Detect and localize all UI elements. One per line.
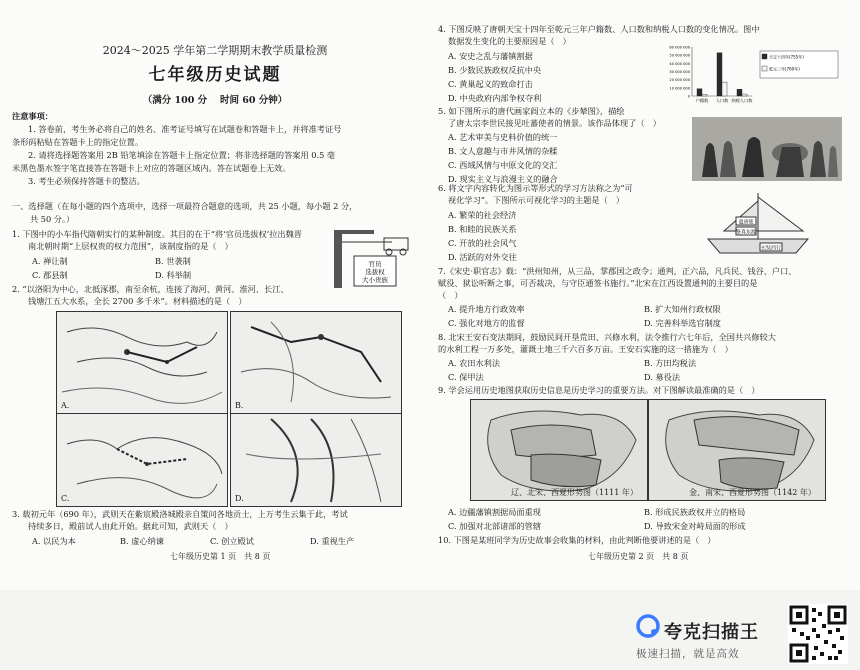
q9-option-d[interactable]: D. 导致宋金对峙局面的形成: [644, 521, 746, 531]
q9-option-b[interactable]: B. 形成民族政权并立的格局: [644, 507, 746, 517]
q7-option-c[interactable]: C. 强化对地方的监督: [448, 318, 525, 328]
map-d[interactable]: [230, 413, 402, 507]
notice-1a: 1. 答卷前，考生务必将自己的姓名、准考证号填写在试题卷和答题卡上，并将准考证号: [28, 124, 342, 134]
bunian-painting: [692, 117, 842, 181]
y-tick-label: 50 000 000: [669, 53, 690, 58]
exam-page-2: [430, 0, 860, 590]
q2-stem-cont: 钱塘江五大水系，全长 2700 多千米”。材料描述的是（ ）: [28, 296, 247, 306]
y-tick-label: 60 000 000: [669, 45, 690, 50]
q9-map-right[interactable]: [648, 399, 826, 501]
q4-stem: 4. 下图反映了唐朝天宝十四年至乾元三年户籍数、人口数和纳税人口数的变化情况。图中: [438, 24, 760, 34]
q6-option-a[interactable]: A. 繁荣的社会经济: [448, 210, 517, 220]
q3-stem: 3. 载初元年（690 年），武则天在紫宸殿洛城殿亲自策问各地贡士，上万考生云集于此，考试: [12, 509, 348, 519]
q5-option-d[interactable]: D. 现实主义与浪漫主义的融合: [448, 174, 558, 184]
bar-series2: [742, 94, 747, 96]
q9-caption-right: 金、南宋、西夏形势图（1142 年）: [689, 488, 816, 497]
q7-stem: 7.《宋史·职官志》载：“洪州知州，从三品，掌郡国之政令；通判，正六品，凡兵民、钱谷、户口、: [438, 266, 797, 276]
q8-stem: 8. 北宋王安石变法期间，鼓励民间开垦荒田、兴修水利，法令推行六七年后，全国共兴修较大: [438, 332, 776, 342]
x-tick-label: 纳税人口数: [731, 98, 753, 103]
map-b[interactable]: [230, 311, 402, 414]
section-heading: 一、选择题（在每小题的四个选项中，选择一项最符合题意的选项，共 25 小题，每小题 2 分，: [12, 201, 358, 211]
bar-series2: [722, 82, 727, 96]
q8-option-c[interactable]: C. 保甲法: [448, 372, 484, 382]
q8-option-a[interactable]: A. 农田水利法: [448, 358, 501, 368]
y-tick-label: 10 000 000: [669, 86, 690, 91]
legend-label: 乾元三年(760年): [769, 66, 800, 72]
q7-stem-cont: 赋役、狱讼听断之事，可否裁决，与守臣通签书施行。”北宋在江西设置通判的主要目的是: [438, 278, 758, 288]
q5-option-c[interactable]: C. 西域风情与中原文化的交汇: [448, 160, 558, 170]
q1-img-text-3: 大小贵族: [362, 276, 388, 284]
q5-option-a[interactable]: A. 艺术审美与史料价值的统一: [448, 132, 558, 142]
legend-label: 天宝十四年(755年): [769, 54, 804, 60]
q6-ship-diagram: [698, 191, 818, 257]
q5-option-b[interactable]: B. 文人意趣与市井风情的杂糅: [448, 146, 558, 156]
q3-option-d[interactable]: D. 重视生产: [310, 536, 355, 546]
q8-stem-cont: 的水利工程一万多处，灌溉土地三千六百多万亩。王安石实施的这一措施为（ ）: [438, 344, 733, 354]
q6-stem: 6. 将文字内容转化为图示等形式的学习方法称之为“可: [438, 183, 633, 193]
map-b-label: B.: [235, 401, 244, 410]
exam-header: 2024～2025 学年第二学期期末教学质量检测: [102, 44, 328, 57]
q1-stem-cont: 南北朝时期“上层权贵的权力范围”，该制度指的是（ ）: [28, 241, 233, 251]
q1-stem: 1. 下图中的小车指代隋朝实行的某种制度。其目的在于“将‘官员选拔权’拉出魏晋: [12, 229, 302, 239]
map-a-drawing: [57, 312, 227, 413]
q4-stem-cont: 数据发生变化的主要原因是（ ）: [448, 36, 571, 46]
q1-option-a[interactable]: A. 禅让制: [32, 256, 68, 266]
map-c-drawing: [57, 414, 227, 506]
notice-3: 3. 考生必须保持答题卡的整洁。: [28, 176, 145, 186]
map-d-drawing: [231, 414, 401, 506]
y-tick-label: 40 000 000: [669, 61, 690, 66]
q9-map-right-drawing: [649, 400, 825, 500]
q1-option-b[interactable]: B. 世袭制: [155, 256, 191, 266]
q6-option-c[interactable]: C. 开放的社会风气: [448, 238, 517, 248]
q5-stem-cont: 了唐太宗李世民接见吐蕃使者的情景。该作品体现了（ ）: [448, 118, 661, 128]
q7-option-d[interactable]: D. 完善科举选官制度: [644, 318, 721, 328]
bar-series1: [697, 89, 702, 96]
qr-code-icon[interactable]: [788, 604, 848, 664]
q3-option-a[interactable]: A. 以民为本: [32, 536, 76, 546]
q4-option-c[interactable]: C. 黄巢起义的致命打击: [448, 79, 533, 89]
map-a[interactable]: [56, 311, 228, 414]
notice-2b: 米黑色墨水签字笔直接答在答题卡上对应的答题区域内。答在试题卷上无效。: [12, 163, 291, 173]
x-tick-label: 户籍数: [695, 98, 709, 103]
legend-swatch: [762, 66, 767, 71]
q4-option-d[interactable]: D. 中央政府内部争权夺利: [448, 93, 542, 103]
q1-option-d[interactable]: D. 科举制: [155, 270, 192, 280]
q8-option-d[interactable]: D. 募役法: [644, 372, 681, 382]
q6-option-b[interactable]: B. 和睦的民族关系: [448, 224, 517, 234]
map-d-label: D.: [235, 494, 244, 503]
q7-option-a[interactable]: A. 提升地方行政效率: [448, 304, 525, 314]
exam-title: 七年级历史试题: [148, 65, 282, 85]
score-line: （满分 100 分 时间 60 分钟）: [142, 95, 288, 106]
q9-caption-left: 辽、北宋、西夏形势图（1111 年）: [511, 488, 638, 497]
q3-stem-cont: 持续多日，殿前试人由此开始。据此可知，武则天（ ）: [28, 521, 233, 531]
q1-option-c[interactable]: C. 郡县制: [32, 270, 68, 280]
map-a-label: A.: [61, 401, 70, 410]
q3-option-c[interactable]: C. 创立殿试: [210, 536, 254, 546]
q9-map-left[interactable]: [470, 399, 648, 501]
map-c[interactable]: [56, 413, 228, 507]
q9-stem: 9. 学会运用历史地图获取历史信息是历史学习的重要方法。对下图解读最准确的是（ ）: [438, 385, 760, 395]
bar-series1: [737, 89, 742, 96]
notice-title: 注意事项：: [12, 111, 53, 121]
q9-option-a[interactable]: A. 边疆藩镇割据局面重现: [448, 507, 541, 517]
q4-option-b[interactable]: B. 少数民族政权反抗中央: [448, 65, 542, 75]
map-c-label: C.: [61, 494, 70, 503]
q4-bar-chart: [642, 44, 842, 110]
y-tick-label: 30 000 000: [669, 70, 690, 74]
y-tick-label: 0: [687, 94, 690, 99]
q9-option-c[interactable]: C. 加强对北部诸部的管辖: [448, 521, 542, 531]
watermark-slogan: 极速扫描，就是高效: [636, 648, 740, 660]
q6-stem-cont: 视化学习”。下图所示可视化学习的主题是（ ）: [448, 195, 625, 205]
q1-img-text-2: 选拔权: [365, 268, 385, 276]
notice-1b: 条形码粘贴在答题卡上的指定位置。: [12, 137, 144, 147]
y-tick-label: 20 000 000: [669, 78, 690, 83]
watermark-brand: 夸克扫描王: [664, 622, 759, 643]
q8-option-b[interactable]: B. 方田均税法: [644, 358, 697, 368]
page2-footer: 七年级历史第 2 页 共 8 页: [588, 552, 689, 561]
notice-2a: 2. 请将选择题答案用 2B 铅笔填涂在答题卡上指定位置；将非选择题的答案用 0.5 毫: [28, 150, 336, 160]
section-heading-cont: 共 50 分。）: [30, 214, 75, 224]
q10-stem: 10. 下图是某班同学为历史故事会收集的材料，由此判断他要讲述的是（ ）: [438, 535, 716, 545]
exam-page-1: [0, 0, 430, 590]
q5-stem: 5. 如下图所示的唐代画家阎立本的《步辇图》，描绘: [438, 106, 625, 116]
bar-series1: [717, 53, 722, 96]
q2-stem: 2. “以洛阳为中心，北抵涿郡，南至余杭，连接了海河、黄河、淮河、长江、: [12, 284, 289, 294]
q9-map-left-drawing: [471, 400, 647, 500]
map-b-drawing: [231, 312, 401, 413]
page1-footer: 七年级历史第 1 页 共 8 页: [170, 552, 271, 561]
q4-option-a[interactable]: A. 安史之乱与藩镇割据: [448, 51, 533, 61]
legend-swatch: [762, 54, 767, 59]
x-tick-label: 人口数: [715, 98, 729, 103]
q6-option-d[interactable]: D. 活跃的对外交往: [448, 252, 517, 262]
q6-ship-text-2: 鉴真东渡: [735, 229, 757, 236]
q7-stem-paren: （ ）: [438, 290, 463, 300]
bar-series2: [702, 94, 707, 96]
q6-ship-text-3: 玄奘西行: [760, 245, 782, 252]
quark-scanner-logo-icon: [636, 614, 660, 638]
q1-cart-illustration: [332, 228, 418, 290]
q6-ship-text-1: 遣唐使: [738, 219, 754, 226]
q7-option-b[interactable]: B. 扩大知州行政权限: [644, 304, 721, 314]
q1-img-text-1: 官员: [368, 260, 382, 268]
q3-option-b[interactable]: B. 虚心纳谏: [120, 536, 164, 546]
